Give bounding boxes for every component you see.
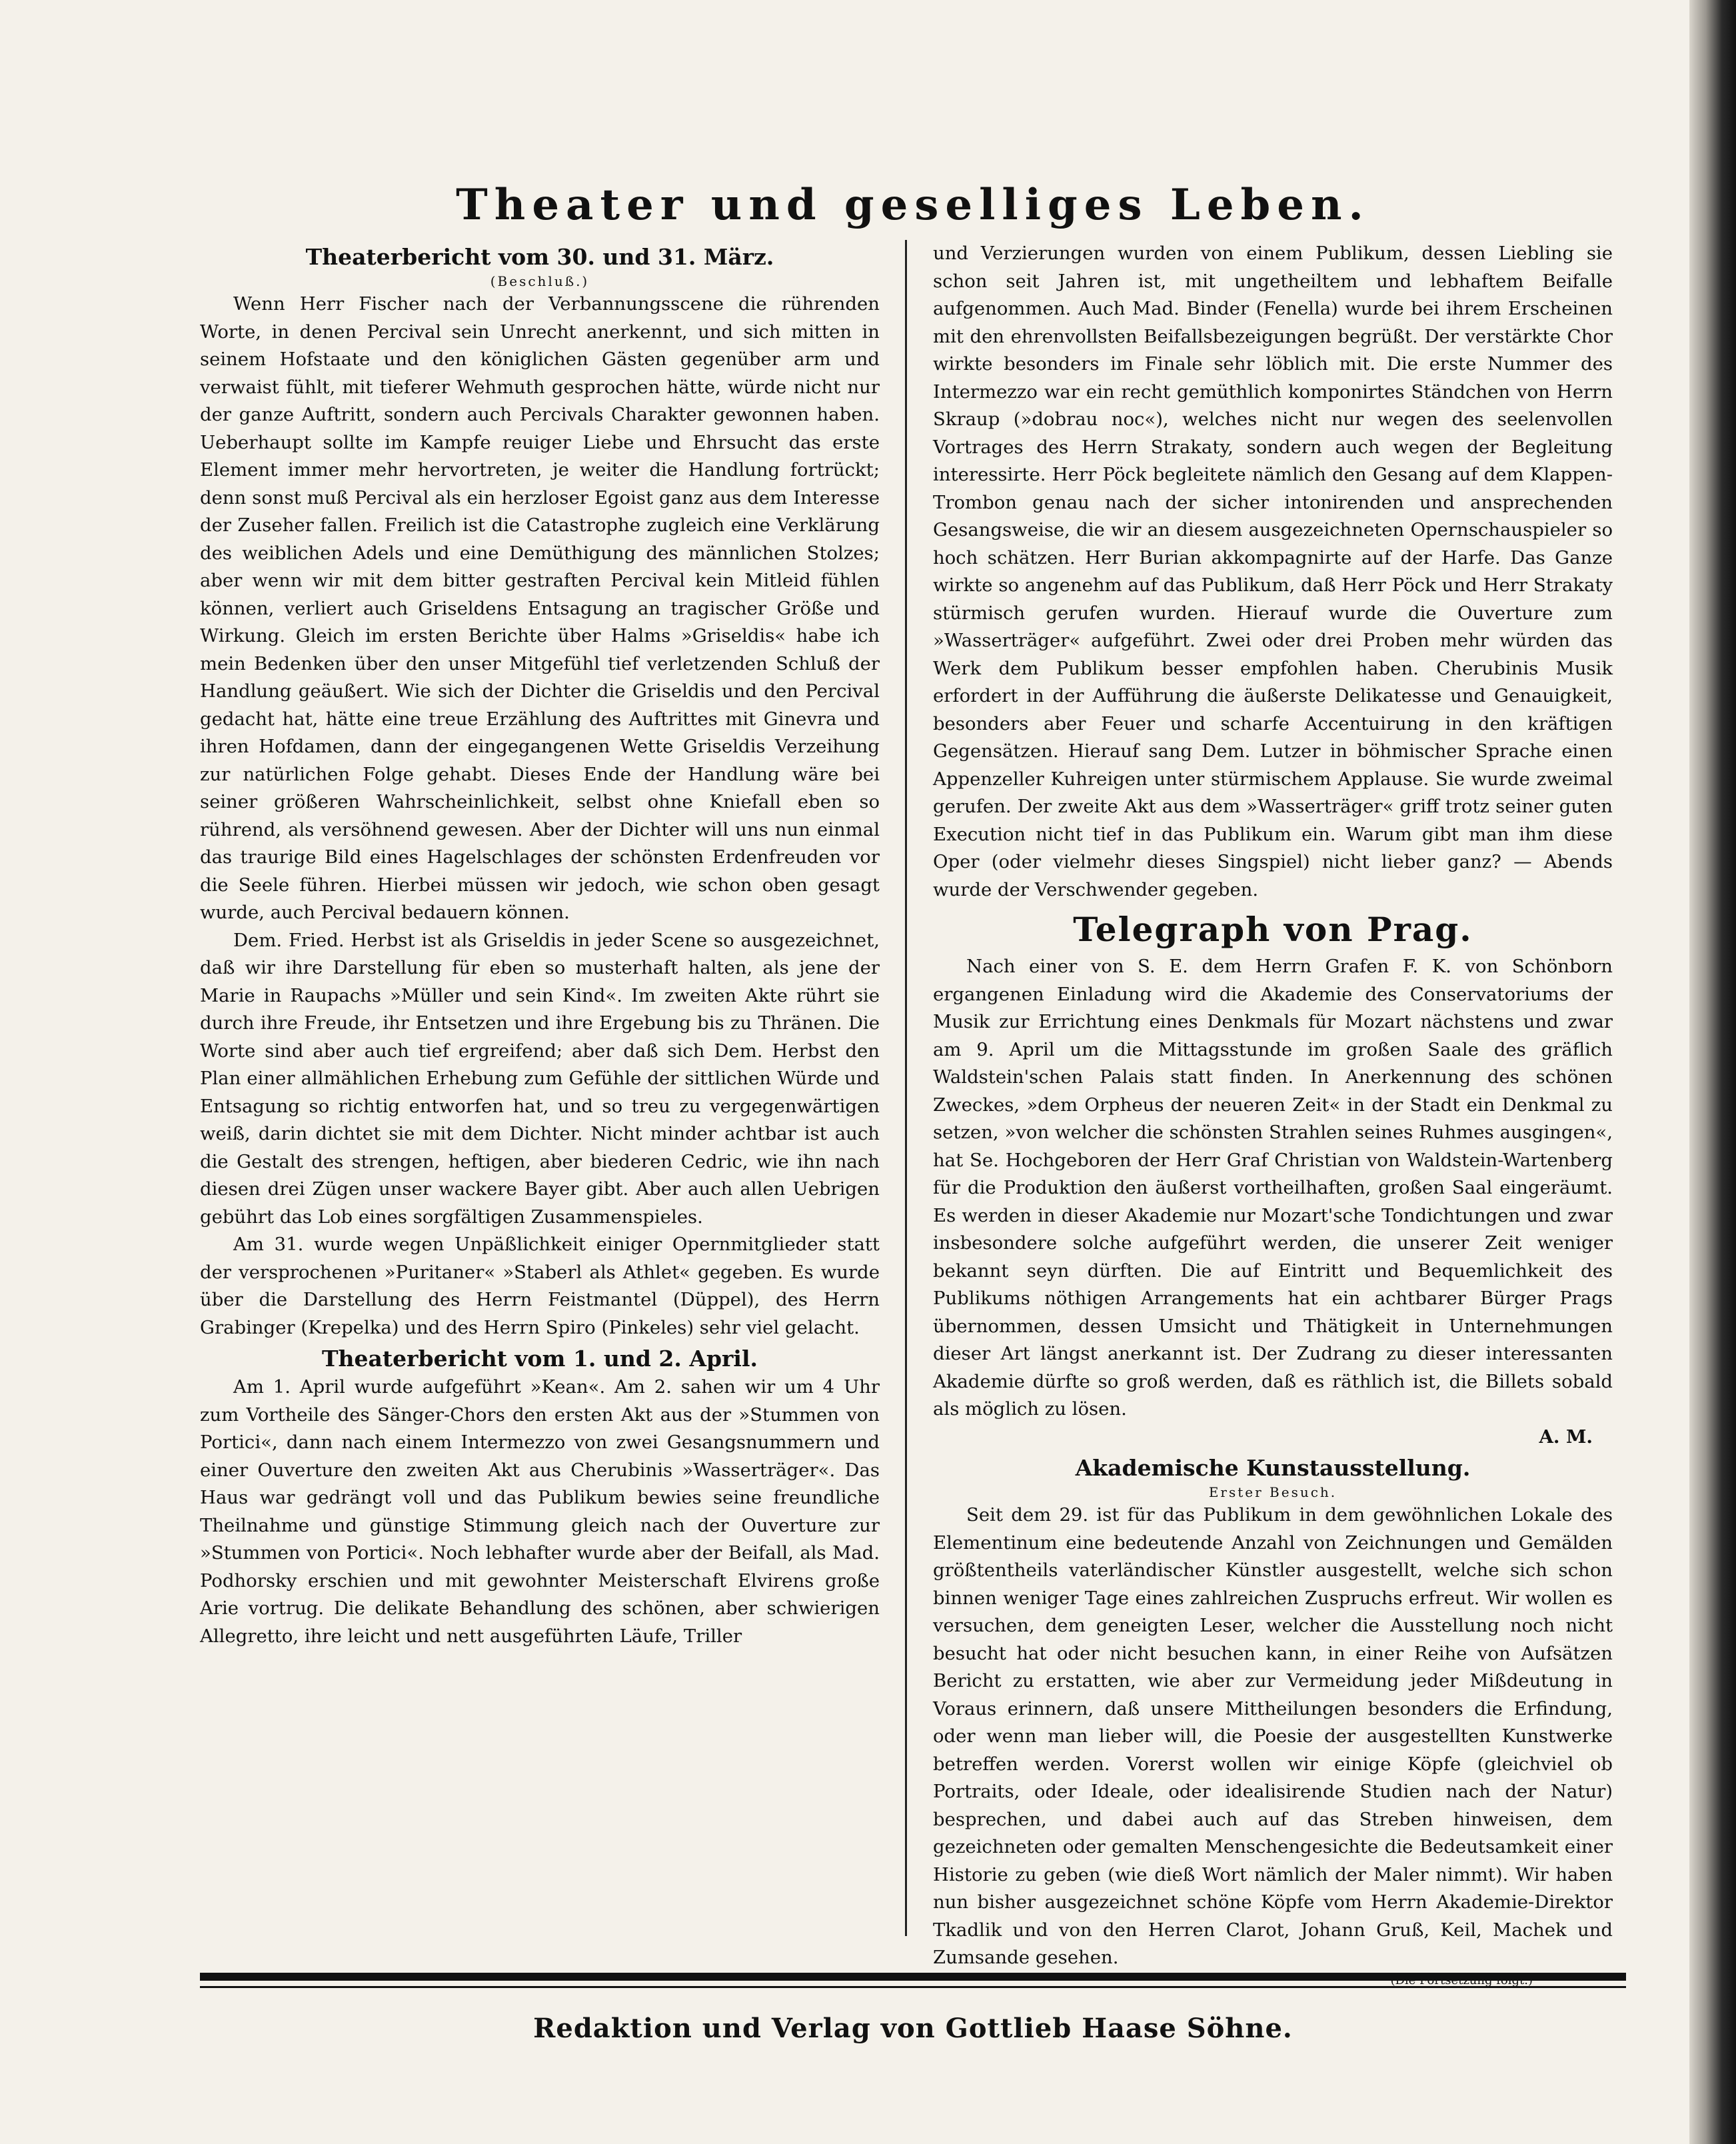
footer-rule-thick xyxy=(200,1973,1626,1981)
footer-rule-thin xyxy=(200,1986,1626,1988)
note-beschluss: (Beschluß.) xyxy=(490,273,590,289)
heading-akademische-kunstausstellung: Akademische Kunstausstellung. xyxy=(1075,1455,1471,1481)
masthead: Theater und geselliges Leben. xyxy=(456,180,1370,230)
heading-telegraph-von-prag: Telegraph von Prag. xyxy=(1073,910,1473,949)
paragraph: Seit dem 29. ist für das Publikum in dem gewöhnlichen Lokale des Elementinum eine bedeutende Anzahl von Zeichnungen und Gemälden größtentheils vaterländischer Künstler ausgestellt, welche sich schon binnen weniger Tage eines zahlreichen Zuspruchs erfreut. Wir wollen es versuchen, dem geneigten Leser, welcher die Ausstellung noch nicht besucht hat oder nicht besuchen kann, in einer Reihe von Aufsätzen Bericht zu erstatten, wie aber zur Vermeidung jeder Mißdeutung in Voraus erinnern, daß unsere Mittheilungen besonders die Erfindung, oder wenn man lieber will, die Poesie der ausgestellten Kunstwerke betreffen werden. Vorerst wollen wir einige Köpfe (gleichviel ob Portraits, oder Ideale, oder idealisirende Studien nach der Natur) besprechen, und dabei auch auf das Streben hinweisen, dem gezeichneten oder gemalten Menschengesichte die Bedeutsamkeit einer Historie zu geben (wie dieß Wort nämlich der Maler nimmt). Wir haben nun bisher ausgezeichnet schöne Köpfe vom Herrn Akademie-Direktor Tkadlik und von den Herren Clarot, Johann Gruß, Keil, Machek und Zumsande gesehen. xyxy=(933,1504,1613,1968)
page-edge-shadow xyxy=(1689,0,1736,2144)
column-divider xyxy=(905,240,907,1936)
signature: A. M. xyxy=(1539,1426,1593,1448)
paragraph: und Verzierungen wurden von einem Publikum, dessen Liebling sie schon seit Jahren ist, mit ungetheiltem und lebhaftem Beifalle aufgenommen. Auch Mad. Binder (Fenella) wurde bei ihrem Erscheinen mit den ehrenvollsten Beifallsbezeigungen begrüßt. Der verstärkte Chor wirkte besonders im Finale sehr löblich mit. Die erste Nummer des Intermezzo war ein recht gemüthlich komponirtes Ständchen von Herrn Skraup (»dobrau noc«), welches nicht nur wegen des seelenvollen Vortrages des Herrn Strakaty, sondern auch wegen der Begleitung interessirte. Herr Pöck begleitete nämlich den Gesang auf dem Klappen-Trombon genau nach der sicher intonirenden und ansprechenden Gesangsweise, die wir an diesem ausgezeichneten Opernschauspieler so hoch schätzen. Herr Burian akkompagnirte auf der Harfe. Das Ganze wirkte so angenehm auf das Publikum, daß Herr Pöck und Herr Strakaty stürmisch gerufen wurden. Hierauf wurde die Ouverture zum »Wasserträger« aufgeführt. Zwei oder drei Proben mehr würden das Werk dem Publikum besser empfohlen haben. Cherubinis Musik erfordert in der Aufführung die äußerste Delikatesse und Genauigkeit, besonders aber Feuer und scharfe Accentuirung in den kräftigen Gegensätzen. Hierauf sang Dem. Lutzer in böhmischer Sprache einen Appenzeller Kuhreigen unter stürmischem Applause. Sie wurde zweimal gerufen. Der zweite Akt aus dem »Wasserträger« griff trotz seiner guten Execution nicht tief in das Publikum ein. Warum gibt man ihm diese Oper (oder vielmehr dieses Singspiel) nicht lieber ganz? — Abends wurde der Verschwender gegeben. xyxy=(933,243,1613,900)
paragraph: Am 31. wurde wegen Unpäßlichkeit einiger Opernmitglieder statt der versprochenen »Puritaner« »Staberl als Athlet« gegeben. Es wurde über die Darstellung des Herrn Feistmantel (Düppel), des Herrn Grabinger (Krepelka) und des Herrn Spiro (Pinkeles) sehr viel gelacht. xyxy=(200,1234,880,1338)
heading-theaterbericht-30-31-maerz: Theaterbericht vom 30. und 31. März. xyxy=(305,244,774,270)
paragraph: Wenn Herr Fischer nach der Verbannungsscene die rührenden Worte, in denen Percival sein Unrecht anerkennt, und sich mitten in seinem Hofstaate und den königlichen Gästen gegenüber arm und verwaist fühlt, mit tieferer Wehmuth gesprochen hätte, würde nicht nur der ganze Auftritt, sondern auch Percivals Charakter gewonnen haben. Ueberhaupt sollte im Kampfe reuiger Liebe und Ehrsucht das erste Element immer mehr hervortreten, je weiter die Handlung fortrückt; denn sonst muß Percival als ein herzloser Egoist ganz aus dem Interesse der Zuseher fallen. Freilich ist die Catastrophe zugleich eine Verklärung des weiblichen Adels und eine Demüthigung des männlichen Stolzes; aber wenn wir mit dem bitter gestraften Percival kein Mitleid fühlen können, verliert auch Griseldens Entsagung an tragischer Größe und Wirkung. Gleich im ersten Berichte über Halms »Griseldis« habe ich mein Bedenken über den unser Mitgefühl tief verletzenden Schluß der Handlung geäußert. Wie sich der Dichter die Griseldis und den Percival gedacht hat, hätte eine treue Erzählung des Auftrittes mit Ginevra und ihren Hofdamen, dann der eingegangenen Wette Griseldis Verzeihung zur natürlichen Folge gehabt. Dieses Ende der Handlung wäre bei seiner größeren Wahrscheinlichkeit, selbst ohne Kniefall eben so rührend, als versöhnend gewesen. Aber der Dichter will uns nun einmal das traurige Bild eines Hagelschlages der schönsten Erdenfreuden vor die Seele führen. Hierbei müssen wir jedoch, wie schon oben gesagt wurde, auch Percival bedauern können. xyxy=(200,293,880,923)
left-column xyxy=(200,240,880,1650)
footer-imprint: Redaktion und Verlag von Gottlieb Haase Söhne. xyxy=(533,2013,1293,2044)
paragraph: Dem. Fried. Herbst ist als Griseldis in jeder Scene so ausgezeichnet, daß wir ihre Darstellung für eben so musterhaft halten, als jene der Marie in Raupachs »Müller und sein Kind«. Im zweiten Akte rührt sie durch ihre Freude, ihr Entsetzen und ihre Ergebung bis zu Thränen. Die Worte sind aber auch tief ergreifend; aber daß sich Dem. Herbst den Plan einer allmählichen Erhebung zum Gefühle der sittlichen Würde und Entsagung so richtig entworfen hat, und so treu zu vergegenwärtigen weiß, darin dichtet sie mit dem Dichter. Nicht minder achtbar ist auch die Gestalt des strengen, heftigen, aber biederen Cedric, wie ihn nach diesen drei Zügen unser wackere Bayer gibt. Aber auch allen Uebrigen gebührt das Lob eines sorgfältigen Zusammenspieles. xyxy=(200,929,880,1228)
note-erster-besuch: Erster Besuch. xyxy=(1208,1484,1337,1500)
heading-theaterbericht-1-2-april: Theaterbericht vom 1. und 2. April. xyxy=(321,1346,758,1372)
right-column xyxy=(933,240,1613,1989)
paragraph: Nach einer von S. E. dem Herrn Grafen F. K. von Schönborn ergangenen Einladung wird die Akademie des Conservatoriums der Musik zur Errichtung eines Denkmals für Mozart nächstens und zwar am 9. April um die Mittagsstunde im großen Saale des gräflich Waldstein'schen Palais statt finden. In Anerkennung des schönen Zweckes, »dem Orpheus der neueren Zeit« in der Stadt ein Denkmal zu setzen, »von welcher die schönsten Strahlen seines Ruhmes ausgingen«, hat Se. Hochgeboren der Herr Graf Christian von Waldstein-Wartenberg für die Produktion den äußerst vortheilhaften, großen Saal eingeräumt. Es werden in dieser Akademie nur Mozart'sche Tondichtungen und zwar insbesondere solche aufgeführt werden, die unserer Zeit weniger bekannt seyn dürften. Die auf Eintritt und Bequemlichkeit des Publikums nöthigen Arrangements hat ein achtbarer Bürger Prags übernommen, dessen Umsicht und Thätigkeit in Unternehmungen dieser Art längst anerkannt ist. Der Zudrang zu dieser interessanten Akademie dürfte so groß werden, daß es räthlich ist, die Billets sobald als möglich zu lösen. xyxy=(933,956,1613,1420)
paragraph: Am 1. April wurde aufgeführt »Kean«. Am 2. sahen wir um 4 Uhr zum Vortheile des Sänger-Chors den ersten Akt aus der »Stummen von Portici«, dann nach einem Intermezzo von zwei Gesangsnummern und einer Ouverture den zweiten Akt aus Cherubinis »Wasserträger«. Das Haus war gedrängt voll und das Publikum bewies seine freundliche Theilnahme und günstige Stimmung gleich nach der Ouverture zur »Stummen von Portici«. Noch lebhafter wurde aber der Beifall, als Mad. Podhorsky erschien und mit gewohnter Meisterschaft Elvirens große Arie vortrug. Die delikate Behandlung des schönen, aber schwierigen Allegretto, ihre leicht und nett ausgeführten Läufe, Triller xyxy=(200,1376,880,1647)
newspaper-page xyxy=(200,180,1626,2044)
